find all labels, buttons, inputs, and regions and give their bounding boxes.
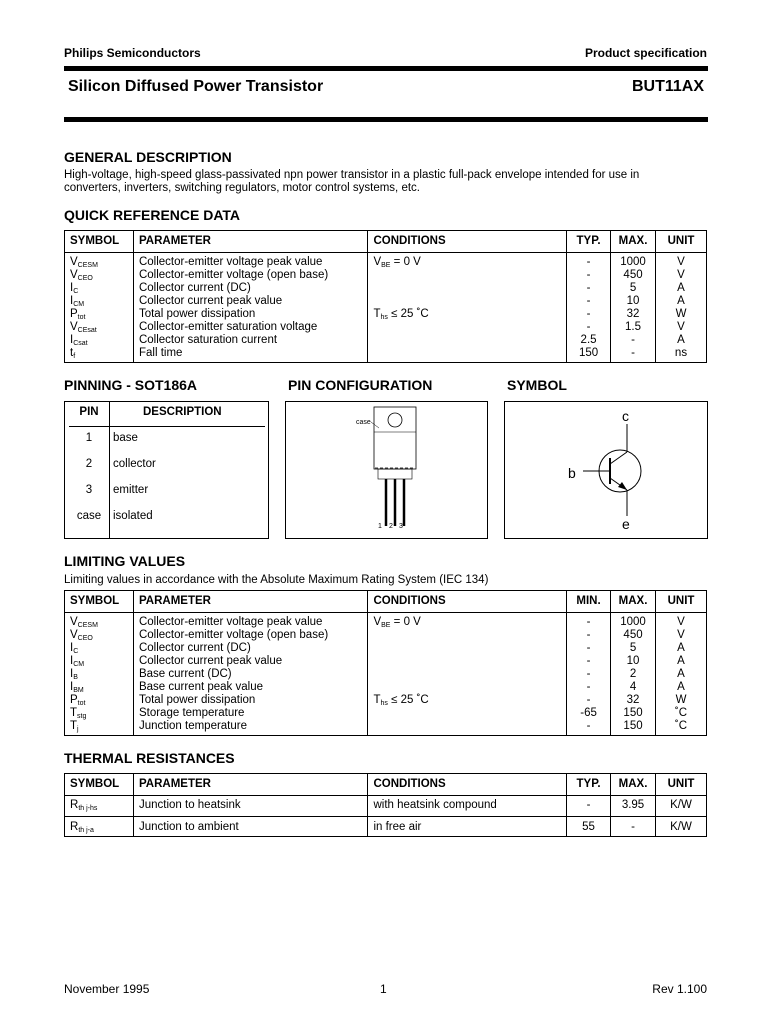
general-description-text xyxy=(64,169,714,195)
symbol-cell-subscript: CEO xyxy=(77,635,93,642)
max-cell: - xyxy=(611,334,656,347)
symbol-cell-main: I xyxy=(70,282,74,294)
max-cell: 1000 xyxy=(611,613,656,630)
table-header-row xyxy=(65,591,707,613)
header-rule-bottom xyxy=(64,117,708,122)
column-header: CONDITIONS xyxy=(368,231,567,253)
symbol-cell-main: t xyxy=(70,347,74,359)
general-description-heading: GENERAL DESCRIPTION xyxy=(64,149,232,165)
parameter-cell: Collector current peak value xyxy=(133,655,367,668)
symbol-cell-subscript: CEO xyxy=(77,275,93,282)
table-row xyxy=(65,629,707,642)
symbol-cell-subscript: CEsat xyxy=(77,327,97,334)
unit-cell: A xyxy=(656,295,707,308)
symbol-cell-main: I xyxy=(70,295,74,307)
limiting-values-heading: LIMITING VALUES xyxy=(64,553,186,569)
max-cell: 10 xyxy=(611,655,656,668)
typ-cell: 2.5 xyxy=(567,334,611,347)
conditions-cell: with heatsink compound xyxy=(368,796,567,817)
max-cell: 1.5 xyxy=(611,321,656,334)
quick-reference-table xyxy=(64,230,707,363)
conditions-subscript: hs xyxy=(380,700,388,707)
typ-cell: - xyxy=(567,295,611,308)
max-cell: 4 xyxy=(611,681,656,694)
column-header: MAX. xyxy=(611,231,656,253)
symbol-cell xyxy=(65,629,134,642)
min-cell: - xyxy=(567,642,611,655)
typ-cell: - xyxy=(567,321,611,334)
symbol-cell-subscript: C xyxy=(73,288,79,295)
parameter-cell: Total power dissipation xyxy=(133,694,367,707)
max-cell: - xyxy=(611,347,656,363)
typ-cell: - xyxy=(567,253,611,270)
conditions-rest: = 0 V xyxy=(390,616,421,628)
parameter-cell: Collector current (DC) xyxy=(133,642,367,655)
symbol-cell-main: V xyxy=(70,321,78,333)
parameter-cell: Collector current peak value xyxy=(133,295,367,308)
unit-cell: V xyxy=(656,253,707,270)
max-cell: 150 xyxy=(611,707,656,720)
conditions-cell xyxy=(368,707,567,720)
description-column-header: DESCRIPTION xyxy=(143,406,222,418)
unit-cell: ˚C xyxy=(656,720,707,736)
unit-cell: W xyxy=(656,694,707,707)
min-cell: - xyxy=(567,668,611,681)
table-row xyxy=(65,282,707,295)
conditions-cell xyxy=(368,347,567,363)
emitter-label: e xyxy=(622,516,630,532)
collector-label: c xyxy=(622,408,629,424)
pin-description: isolated xyxy=(113,510,153,522)
table-row xyxy=(65,295,707,308)
table-row xyxy=(65,308,707,321)
conditions-cell xyxy=(368,694,567,707)
parameter-cell: Collector-emitter voltage peak value xyxy=(133,613,367,630)
symbol-cell xyxy=(65,253,134,270)
typ-cell: - xyxy=(567,269,611,282)
limiting-values-intro: Limiting values in accordance with the Absolute Maximum Rating System (IEC 134) xyxy=(64,574,489,586)
table-row xyxy=(65,269,707,282)
symbol-cell xyxy=(65,681,134,694)
column-header: MAX. xyxy=(611,774,656,796)
column-header: CONDITIONS xyxy=(368,591,567,613)
symbol-cell-main: V xyxy=(70,256,78,268)
column-header: UNIT xyxy=(656,591,707,613)
parameter-cell: Base current peak value xyxy=(133,681,367,694)
symbol-cell xyxy=(65,642,134,655)
column-header: CONDITIONS xyxy=(368,774,567,796)
min-cell: - xyxy=(567,681,611,694)
symbol-cell-main: I xyxy=(70,681,74,693)
unit-cell: V xyxy=(656,613,707,630)
min-cell: -65 xyxy=(567,707,611,720)
min-cell: - xyxy=(567,613,611,630)
column-header: PARAMETER xyxy=(133,591,367,613)
conditions-cell xyxy=(368,642,567,655)
conditions-rest: = 0 V xyxy=(390,256,421,268)
symbol-cell xyxy=(65,269,134,282)
table-row xyxy=(65,334,707,347)
unit-cell: K/W xyxy=(656,796,707,817)
conditions-cell xyxy=(368,655,567,668)
column-header: PARAMETER xyxy=(133,774,367,796)
parameter-cell: Collector current (DC) xyxy=(133,282,367,295)
symbol-cell-subscript: C xyxy=(73,648,79,655)
symbol-cell-main: V xyxy=(70,616,78,628)
conditions-cell xyxy=(368,681,567,694)
column-header: SYMBOL xyxy=(65,231,134,253)
header-rule-top xyxy=(64,66,708,71)
max-cell: 32 xyxy=(611,694,656,707)
pin-description: emitter xyxy=(113,484,149,496)
npn-transistor-symbol xyxy=(505,402,707,538)
pin-label: 1 xyxy=(378,523,382,530)
table-row xyxy=(65,796,707,817)
symbol-cell-main: P xyxy=(70,308,78,320)
symbol-cell xyxy=(65,321,134,334)
column-header: TYP. xyxy=(567,231,611,253)
symbol-cell xyxy=(65,334,134,347)
symbol-cell-subscript: CM xyxy=(73,301,85,308)
symbol-cell xyxy=(65,347,134,363)
conditions-main: V xyxy=(373,616,382,628)
symbol-cell-subscript: CESM xyxy=(77,622,98,629)
unit-cell: W xyxy=(656,308,707,321)
conditions-cell xyxy=(368,308,567,321)
symbol-cell-main: I xyxy=(70,642,74,654)
case-label: case xyxy=(356,419,371,426)
unit-cell: ˚C xyxy=(656,707,707,720)
symbol-cell-subscript: BM xyxy=(73,687,84,694)
typ-cell: - xyxy=(567,282,611,295)
max-cell: 32 xyxy=(611,308,656,321)
symbol-cell xyxy=(65,707,134,720)
table-header-row xyxy=(65,231,707,253)
table-row xyxy=(65,681,707,694)
symbol-cell xyxy=(65,655,134,668)
pin-configuration-box xyxy=(285,401,488,539)
base-label: b xyxy=(568,465,576,481)
min-cell: - xyxy=(567,629,611,642)
general-description-line: converters, inverters, switching regulators, motor control systems, etc. xyxy=(64,182,420,194)
symbol-cell-subscript: B xyxy=(73,674,78,681)
column-header: TYP. xyxy=(567,774,611,796)
table-row xyxy=(65,321,707,334)
symbol-heading: SYMBOL xyxy=(507,377,567,393)
conditions-cell xyxy=(368,720,567,736)
column-header: SYMBOL xyxy=(65,774,134,796)
column-header: MIN. xyxy=(567,591,611,613)
symbol-cell-main: R xyxy=(70,799,79,811)
parameter-cell: Collector saturation current xyxy=(133,334,367,347)
min-cell: - xyxy=(567,655,611,668)
symbol-cell-subscript: tot xyxy=(77,700,86,707)
thermal-resistances-table xyxy=(64,773,707,837)
symbol-cell-subscript: Csat xyxy=(73,340,88,347)
document-title: Silicon Diffused Power Transistor xyxy=(68,78,324,95)
table-row xyxy=(65,613,707,630)
pin-label: 2 xyxy=(389,523,393,530)
table-row xyxy=(65,720,707,736)
conditions-cell xyxy=(368,295,567,308)
pin-description: collector xyxy=(113,458,156,470)
max-cell: 3.95 xyxy=(611,796,656,817)
pin-description: base xyxy=(113,432,138,444)
unit-cell: A xyxy=(656,655,707,668)
max-cell: - xyxy=(611,817,656,837)
pin-configuration-heading: PIN CONFIGURATION xyxy=(288,377,433,393)
table-row xyxy=(65,642,707,655)
max-cell: 150 xyxy=(611,720,656,736)
footer-page-number: 1 xyxy=(380,982,387,996)
symbol-cell xyxy=(65,796,134,817)
conditions-cell xyxy=(368,613,567,630)
max-cell: 1000 xyxy=(611,253,656,270)
typ-cell: - xyxy=(567,308,611,321)
unit-cell: V xyxy=(656,321,707,334)
conditions-cell xyxy=(368,321,567,334)
table-row xyxy=(65,253,707,270)
pin-number: case xyxy=(76,510,102,522)
conditions-cell: in free air xyxy=(368,817,567,837)
table-header-row xyxy=(65,774,707,796)
pinning-header-rule xyxy=(69,426,265,427)
package-outline-drawing xyxy=(286,402,487,538)
pin-number: 2 xyxy=(85,458,93,470)
pin-column-header: PIN xyxy=(79,406,99,418)
conditions-subscript: BE xyxy=(381,622,391,629)
symbol-cell-main: P xyxy=(70,694,78,706)
symbol-cell xyxy=(65,295,134,308)
table-row xyxy=(65,707,707,720)
pinning-table xyxy=(64,401,269,539)
typ-cell: 55 xyxy=(567,817,611,837)
parameter-cell: Collector-emitter voltage (open base) xyxy=(133,269,367,282)
symbol-cell-subscript: CESM xyxy=(77,262,98,269)
conditions-rest: ≤ 25 ˚C xyxy=(387,308,429,320)
typ-cell: - xyxy=(567,796,611,817)
pinning-column-divider xyxy=(109,402,110,538)
conditions-cell xyxy=(368,282,567,295)
parameter-cell: Collector-emitter voltage peak value xyxy=(133,253,367,270)
column-header: UNIT xyxy=(656,774,707,796)
parameter-cell: Storage temperature xyxy=(133,707,367,720)
column-header: MAX. xyxy=(611,591,656,613)
conditions-cell xyxy=(368,629,567,642)
limiting-values-table xyxy=(64,590,707,736)
parameter-cell: Junction to ambient xyxy=(133,817,367,837)
part-number: BUT11AX xyxy=(631,78,704,95)
unit-cell: A xyxy=(656,642,707,655)
max-cell: 2 xyxy=(611,668,656,681)
parameter-cell: Junction to heatsink xyxy=(133,796,367,817)
max-cell: 5 xyxy=(611,642,656,655)
unit-cell: V xyxy=(656,269,707,282)
conditions-subscript: hs xyxy=(380,314,388,321)
symbol-cell xyxy=(65,282,134,295)
symbol-cell-subscript: f xyxy=(73,353,76,360)
max-cell: 5 xyxy=(611,282,656,295)
conditions-cell xyxy=(368,334,567,347)
column-header: SYMBOL xyxy=(65,591,134,613)
unit-cell: K/W xyxy=(656,817,707,837)
parameter-cell: Collector-emitter saturation voltage xyxy=(133,321,367,334)
symbol-cell xyxy=(65,720,134,736)
conditions-cell xyxy=(368,253,567,270)
conditions-cell xyxy=(368,269,567,282)
symbol-cell xyxy=(65,694,134,707)
footer-revision: Rev 1.100 xyxy=(652,982,707,996)
table-row xyxy=(65,694,707,707)
symbol-cell-main: R xyxy=(70,821,79,833)
symbol-cell xyxy=(65,613,134,630)
unit-cell: A xyxy=(656,681,707,694)
symbol-cell-main: I xyxy=(70,655,74,667)
general-description-line: High-voltage, high-speed glass-passivated npn power transistor in a plastic full-pack envelope intended for use in xyxy=(64,169,640,181)
symbol-cell-main: T xyxy=(70,720,78,732)
footer-date: November 1995 xyxy=(64,982,150,996)
symbol-cell-main: I xyxy=(70,334,74,346)
parameter-cell: Total power dissipation xyxy=(133,308,367,321)
unit-cell: A xyxy=(656,334,707,347)
max-cell: 10 xyxy=(611,295,656,308)
parameter-cell: Fall time xyxy=(133,347,367,363)
parameter-cell: Collector-emitter voltage (open base) xyxy=(133,629,367,642)
unit-cell: V xyxy=(656,629,707,642)
column-header: UNIT xyxy=(656,231,707,253)
max-cell: 450 xyxy=(611,269,656,282)
pin-number: 1 xyxy=(85,432,93,444)
pin-number: 3 xyxy=(85,484,93,496)
symbol-cell-subscript: th j-hs xyxy=(78,805,98,812)
conditions-main: T xyxy=(373,308,381,320)
document-type: Product specification xyxy=(584,46,707,60)
table-row xyxy=(65,668,707,681)
symbol-cell-main: I xyxy=(70,668,74,680)
min-cell: - xyxy=(567,720,611,736)
max-cell: 450 xyxy=(611,629,656,642)
table-row xyxy=(65,817,707,837)
symbol-cell-subscript: CM xyxy=(73,661,85,668)
parameter-cell: Base current (DC) xyxy=(133,668,367,681)
conditions-main: V xyxy=(373,256,382,268)
table-row xyxy=(65,655,707,668)
conditions-main: T xyxy=(373,694,381,706)
symbol-cell-subscript: th j-a xyxy=(78,827,94,834)
thermal-resistances-heading: THERMAL RESISTANCES xyxy=(64,750,235,766)
company-name: Philips Semiconductors xyxy=(64,46,201,60)
conditions-cell xyxy=(368,668,567,681)
quick-reference-heading: QUICK REFERENCE DATA xyxy=(64,207,241,223)
conditions-rest: ≤ 25 ˚C xyxy=(387,694,429,706)
unit-cell: A xyxy=(656,668,707,681)
symbol-cell xyxy=(65,817,134,837)
symbol-cell-subscript: tot xyxy=(77,314,86,321)
conditions-subscript: BE xyxy=(381,262,391,269)
symbol-cell xyxy=(65,668,134,681)
symbol-cell-main: V xyxy=(70,629,78,641)
symbol-cell-subscript: j xyxy=(77,726,79,733)
unit-cell: A xyxy=(656,282,707,295)
min-cell: - xyxy=(567,694,611,707)
symbol-cell-subscript: stg xyxy=(77,713,87,720)
unit-cell: ns xyxy=(656,347,707,363)
symbol-cell-main: V xyxy=(70,269,78,281)
table-row xyxy=(65,347,707,363)
pinning-heading: PINNING - SOT186A xyxy=(64,377,198,393)
column-header: PARAMETER xyxy=(133,231,367,253)
symbol-box xyxy=(504,401,708,539)
symbol-cell-main: T xyxy=(70,707,78,719)
symbol-cell xyxy=(65,308,134,321)
parameter-cell: Junction temperature xyxy=(133,720,367,736)
pin-label: 3 xyxy=(399,523,403,530)
typ-cell: 150 xyxy=(567,347,611,363)
